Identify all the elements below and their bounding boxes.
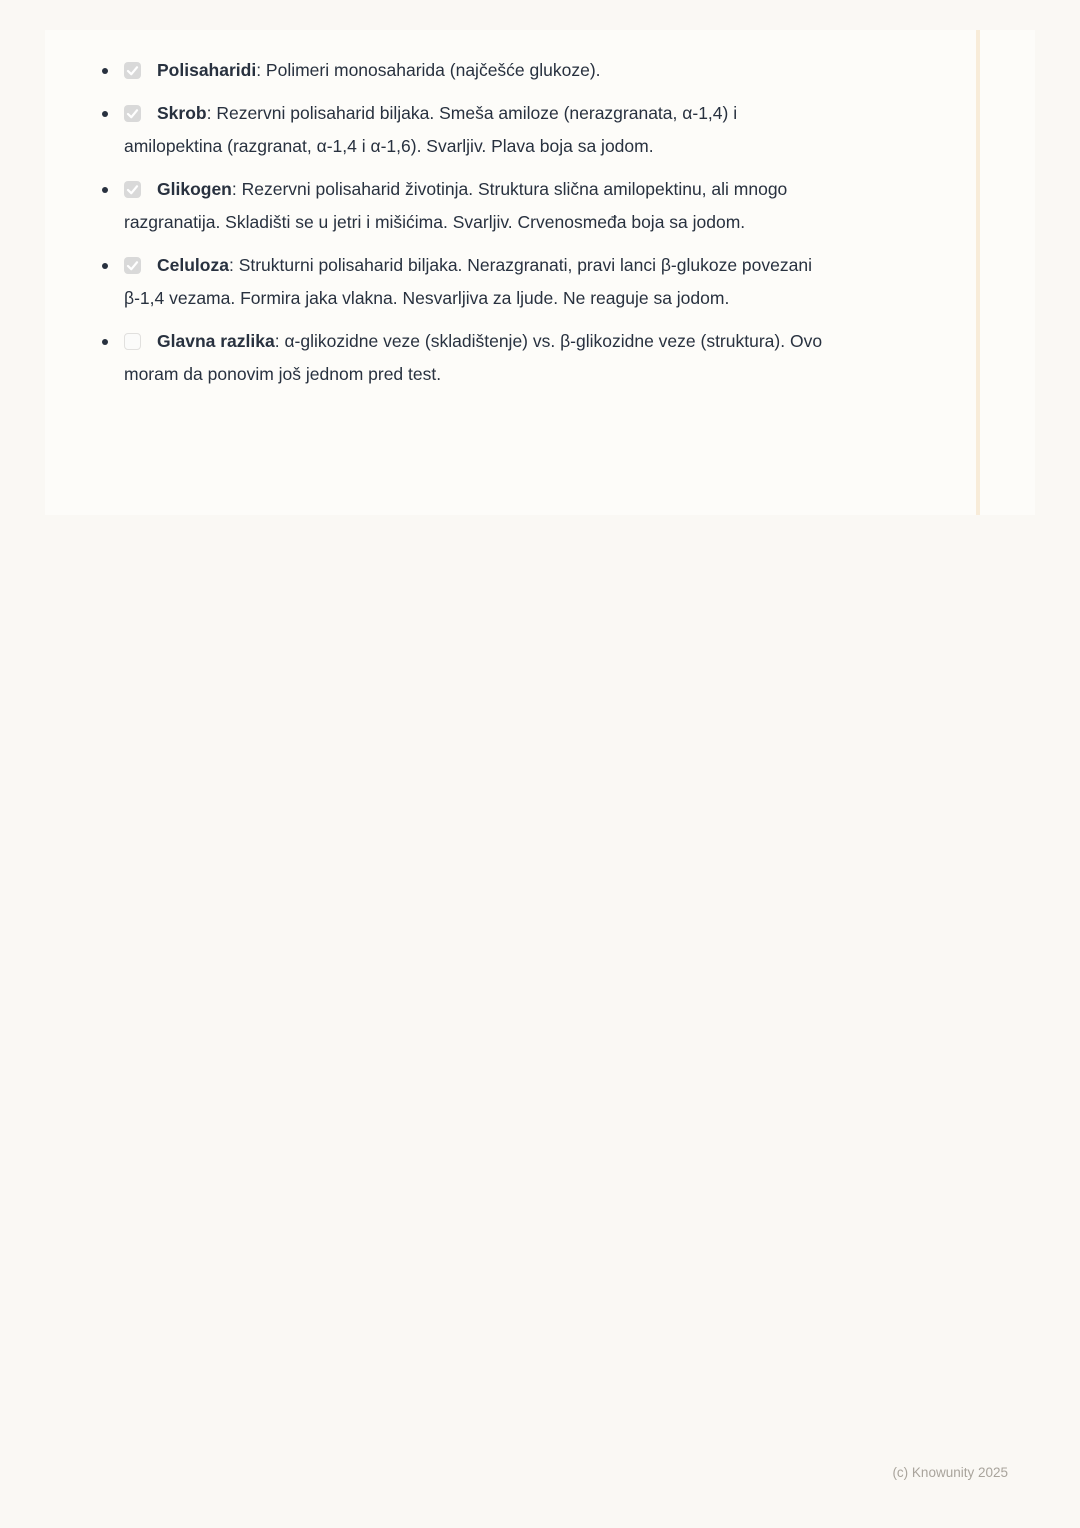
todo-term: Skrob bbox=[157, 103, 207, 123]
copyright-footer: (c) Knowunity 2025 bbox=[892, 1465, 1008, 1480]
note-card bbox=[45, 30, 1035, 515]
todo-item bbox=[100, 173, 830, 239]
bullet-marker bbox=[102, 263, 108, 269]
todo-term: Celuloza bbox=[157, 255, 229, 275]
checkbox-icon[interactable] bbox=[124, 333, 141, 350]
todo-item bbox=[100, 325, 830, 391]
todo-item bbox=[100, 54, 830, 87]
todo-text-wrap bbox=[124, 97, 830, 163]
bullet-marker bbox=[102, 339, 108, 345]
todo-term: Glavna razlika bbox=[157, 331, 275, 351]
todo-item bbox=[100, 249, 830, 315]
bullet-marker bbox=[102, 111, 108, 117]
bullet-marker bbox=[102, 187, 108, 193]
todo-term: Glikogen bbox=[157, 179, 232, 199]
todo-body-text: : Strukturni polisaharid biljaka. Nerazgranati, pravi lanci β-glukoze povezani β-1,4 vezama. Formira jaka vlakna. Nesvarljiva za ljude. Ne reaguje sa jodom. bbox=[124, 255, 812, 308]
page-accent-line bbox=[976, 30, 980, 515]
todo-list bbox=[45, 30, 1035, 391]
checkbox-icon[interactable] bbox=[124, 62, 141, 79]
todo-term: Polisaharidi bbox=[157, 60, 257, 80]
todo-text-wrap bbox=[124, 325, 830, 391]
todo-body-text: : α-glikozidne veze (skladištenje) vs. β-glikozidne veze (struktura). Ovo moram da ponovim još jednom pred test. bbox=[124, 331, 823, 384]
todo-body-text: : Rezervni polisaharid životinja. Struktura slična amilopektinu, ali mnogo razgranatija. Skladišti se u jetri i mišićima. Svarljiv. Crvenosmeđa boja sa jodom. bbox=[124, 179, 788, 232]
checkbox-icon[interactable] bbox=[124, 105, 141, 122]
todo-body-text: : Polimeri monosaharida (najčešće glukoze). bbox=[256, 60, 601, 80]
checkbox-icon[interactable] bbox=[124, 257, 141, 274]
bullet-marker bbox=[102, 68, 108, 74]
todo-text-wrap bbox=[124, 54, 830, 87]
checkbox-icon[interactable] bbox=[124, 181, 141, 198]
todo-text-wrap bbox=[124, 249, 830, 315]
todo-item bbox=[100, 97, 830, 163]
todo-text-wrap bbox=[124, 173, 830, 239]
todo-body-text: : Rezervni polisaharid biljaka. Smeša amiloze (nerazgranata, α-1,4) i amilopektina (razgranat, α-1,4 i α-1,6). Svarljiv. Plava boja sa jodom. bbox=[124, 103, 738, 156]
